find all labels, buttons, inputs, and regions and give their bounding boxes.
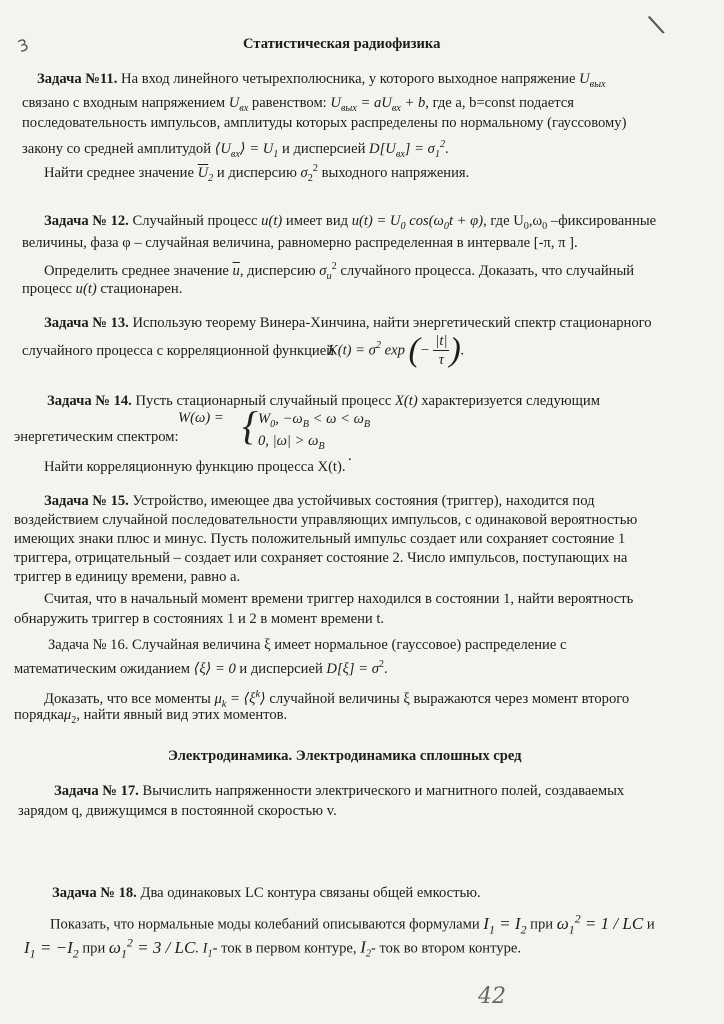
problem-18-label: Задача № 18. xyxy=(52,885,137,901)
problem-11-label: Задача №11. xyxy=(37,71,118,87)
problem-13-equation: $K(t) = \sigma^2$ exp (− $\frac{|t|}{\tau}$ ). xyxy=(328,331,465,369)
problem-14-line-3: Найти корреляционную функцию процесса X(t). xyxy=(44,459,346,475)
corner-mark-right: \ xyxy=(646,9,667,41)
problem-17-line-2: зарядом q, движущимся в постоянной скоростью v. xyxy=(18,803,337,819)
problem-16-line-3: Доказать, что все моменты $\mu_k$ = $⟨\xi^k⟩$ случайной величины ξ выражаются через момент второго xyxy=(44,689,630,710)
problem-18-line-1: Задача № 18. Два одинаковых LC контура связаны общей емкостью. xyxy=(52,885,481,901)
problem-12-line-2: величины, фаза φ – случайная величина, равномерно распределенная в интервале [-π, π ]. xyxy=(22,235,578,251)
problem-15-line-1: Задача № 15. Устройство, имеющее два устойчивых состояния (триггер), находится под xyxy=(44,493,595,509)
problem-11-line-5: Найти среднее значение $\overline{U}_2$ и дисперсию $\sigma_2^2$ выходного напряжения. xyxy=(44,163,470,184)
problem-13-line-2: случайного процесса с корреляционной функцией xyxy=(22,343,334,359)
problem-15-line-2: воздействием случайной последовательности управляющих импульсов, с одинаковой вероятностью xyxy=(14,512,638,528)
problem-14-label: Задача № 14. xyxy=(47,393,132,409)
problem-15-label: Задача № 15. xyxy=(44,493,129,509)
problem-16-line-1: Задача № 16. Случайная величина ξ имеет нормальное (гауссовое) распределение с xyxy=(48,637,567,653)
problem-13-line-1: Задача № 13. Использую теорему Винера-Хинчина, найти энергетический спектр стационарного xyxy=(44,315,652,331)
problem-12-equation: $u(t) = U_0$ $\cos(\omega_0t + \varphi)$ xyxy=(351,213,484,232)
problem-11-line-4: закону со средней амплитудой $⟨U_{вх}⟩ = U_1$ и дисперсией $D[U_{вх}] = \sigma_1^2$. xyxy=(22,139,449,160)
problem-11-line-3: последовательность импульсов, амплитуды которых распределены по нормальному (гауссовому) xyxy=(22,115,627,131)
problem-16-moment: $\mu_k$ = $⟨\xi^k⟩$ xyxy=(214,689,266,710)
problem-15-line-3: имеющих знаки плюс и минус. Пусть положительный импульс создает или сохраняет состояние 1 xyxy=(14,531,626,547)
brace-icon: { xyxy=(242,403,258,448)
fraction-denominator: τ xyxy=(438,352,445,368)
page-number: 42 xyxy=(478,984,506,1009)
corner-mark-left: 3 xyxy=(15,34,32,57)
problem-18-freq-1: $\omega_1^2 = 1$ / LC xyxy=(556,911,644,937)
problem-15-line-4: триггера, отрицательный – создает или сохраняет состояние 2. Число импульсов, поступающих на xyxy=(14,550,628,566)
problem-12-line-3: Определить среднее значение $\overline{u}$, дисперсию $\sigma_u^2$ случайного процесса. Доказать, что случайный xyxy=(44,261,635,282)
section-title-electro: Электродинамика. Электродинамика сплошных сред xyxy=(168,748,522,764)
problem-15-line-7: обнаружить триггер в состояниях 1 и 2 в момент времени t. xyxy=(14,611,385,627)
problem-11-equation: $U_{вых} = aU_{вх} + b$ xyxy=(330,95,426,114)
problem-12-line-4: процесс u(t) стационарен. xyxy=(22,281,183,297)
problem-18-mode-2: $I_1 = -I_2$ xyxy=(24,937,79,961)
problem-14-dot: . xyxy=(348,448,352,464)
problem-18-mode-1: $I_1 = I_2$ xyxy=(483,913,527,937)
problem-12-label: Задача № 12. xyxy=(44,213,129,229)
problem-18-line-3: $I_1 = -I_2$ при $\omega_1^2 = 3$ / LC. $I_1-$ ток в первом контуре, $I_2-$ ток во втором контуре. xyxy=(24,935,522,961)
fraction-numerator: |t| xyxy=(435,333,448,349)
problem-18-freq-2: $\omega_1^2 = 3$ / LC xyxy=(108,935,196,961)
problem-11-dispersion: $D[U_{вх}] = \sigma_1^2$ xyxy=(369,139,446,160)
problem-14-case-1: $W_0$, $-\omega_B < \omega < \omega_B$ xyxy=(258,411,371,430)
problem-17-line-1: Задача № 17. Вычислить напряженности электрического и магнитного полей, создаваемых xyxy=(54,783,625,799)
problem-11-line-2: связано с входным напряжением $U_{вх}$ равенством: $U_{вых} = aU_{вх} + b$, где a, b=const подается xyxy=(22,95,574,114)
problem-13-label: Задача № 13. xyxy=(44,315,129,331)
problem-15-line-5: триггер в единицу времени, равно a. xyxy=(14,569,241,585)
problem-14-spectrum-left: W(ω) = xyxy=(178,410,224,426)
section-title-stat: Статистическая радиофизика xyxy=(243,36,441,52)
problem-17-label: Задача № 17. xyxy=(54,783,139,799)
problem-16-line-4: порядкаμ$_2$, найти явный вид этих моментов. xyxy=(14,707,288,726)
problem-11-line-1: Задача №11. На вход линейного четырехполюсника, у которого выходное напряжение $U_{вых}$ xyxy=(37,71,606,90)
problem-14-case-2: 0, $|\omega| > \omega_B$ xyxy=(258,433,325,452)
problem-18-line-2: Показать, что нормальные моды колебаний описываются формулами $I_1 = I_2$ при $\omega_1^2 = 1$ / LC и xyxy=(50,911,655,937)
problem-14-line-2: энергетическим спектром: xyxy=(14,429,179,445)
problem-16-line-2: математическим ожиданием ⟨ξ⟩ = 0 и дисперсией $D[\xi] = \sigma^2$. xyxy=(14,659,388,677)
problem-14-line-1: Задача № 14. Пусть стационарный случайный процесс X(t) характеризуется следующим xyxy=(47,393,600,409)
problem-11-mean: $⟨U_{вх}⟩ = U_1$ xyxy=(214,140,279,160)
problem-15-line-6: Считая, что в начальный момент времени триггер находился в состоянии 1, найти вероятность xyxy=(44,591,634,607)
problem-12-line-1: Задача № 12. Случайный процесс u(t) имеет вид $u(t) = U_0$ $\cos(\omega_0t + \varphi)$, где $U_0,\omega_0$ –фиксированные xyxy=(44,213,657,232)
